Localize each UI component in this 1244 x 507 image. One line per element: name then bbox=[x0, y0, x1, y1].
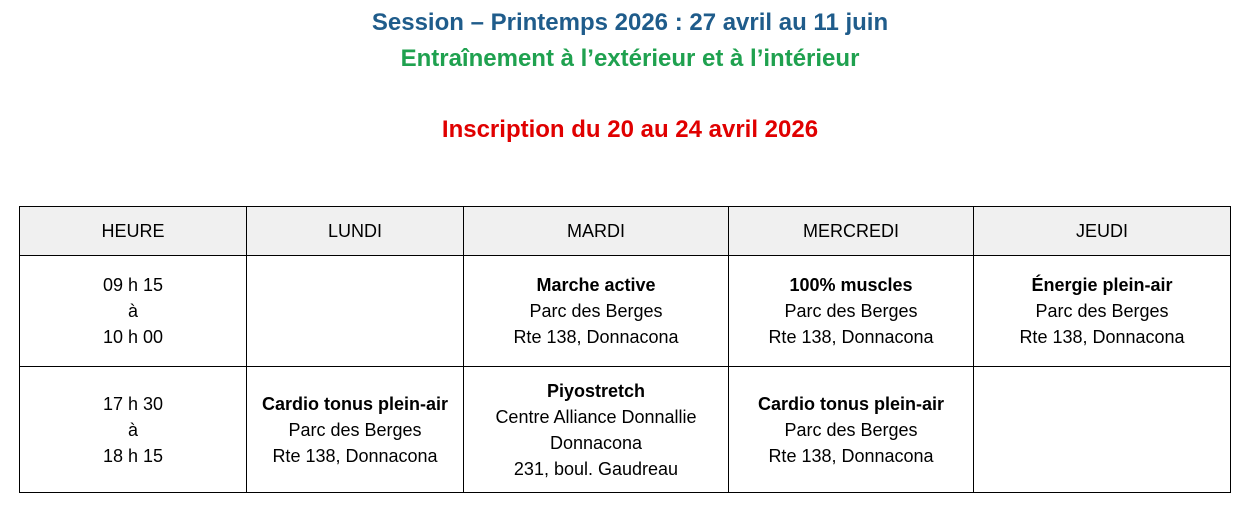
activity-name: Piyostretch bbox=[546, 380, 646, 401]
schedule-table bbox=[19, 206, 1231, 493]
activity-location: Parc des Berges bbox=[784, 419, 918, 440]
end-time: 10 h 00 bbox=[102, 327, 164, 347]
activity-name: Cardio tonus plein-air bbox=[261, 393, 448, 414]
activity-location: Parc des Berges bbox=[1035, 301, 1169, 321]
column-header-mercredi: MERCREDI bbox=[729, 207, 974, 256]
activity-name: Énergie plein-air bbox=[1031, 275, 1173, 295]
empty-cell-lundi bbox=[247, 256, 464, 367]
empty-cell-jeudi bbox=[974, 367, 1231, 493]
activity-location: Parc des Berges bbox=[529, 301, 663, 321]
start-time: 09 h 15 bbox=[102, 275, 164, 295]
column-header-mardi: MARDI bbox=[464, 207, 729, 256]
time-separator: à bbox=[127, 301, 138, 321]
activity-name: Marche active bbox=[536, 275, 656, 295]
activity-cell-mardi bbox=[464, 367, 729, 493]
activity-location: Centre Alliance Donnallie bbox=[495, 406, 697, 427]
activity-location: Parc des Berges bbox=[288, 419, 422, 440]
table-row bbox=[20, 367, 1231, 493]
column-header-jeudi: JEUDI bbox=[974, 207, 1231, 256]
start-time: 17 h 30 bbox=[102, 393, 164, 414]
activity-address: Rte 138, Donnacona bbox=[513, 327, 679, 347]
header-row bbox=[20, 207, 1231, 256]
session-subtitle: Entraînement à l’extérieur et à l’intérieur bbox=[400, 45, 860, 72]
activity-address: Rte 138, Donnacona bbox=[1019, 327, 1185, 347]
activity-location: Parc des Berges bbox=[784, 301, 918, 321]
time-separator: à bbox=[127, 419, 138, 440]
end-time: 18 h 15 bbox=[102, 445, 164, 466]
activity-cell-mercredi bbox=[729, 367, 974, 493]
activity-name: 100% muscles bbox=[789, 275, 913, 295]
registration-dates: Inscription du 20 au 24 avril 2026 bbox=[441, 116, 819, 143]
table-row bbox=[20, 256, 1231, 367]
activity-address: Rte 138, Donnacona bbox=[768, 445, 934, 466]
activity-cell-mercredi bbox=[729, 256, 974, 367]
activity-address: 231, boul. Gaudreau bbox=[513, 458, 679, 479]
activity-name: Cardio tonus plein-air bbox=[757, 393, 944, 414]
time-cell bbox=[20, 256, 247, 367]
activity-address: Rte 138, Donnacona bbox=[272, 445, 438, 466]
column-header-lundi: LUNDI bbox=[247, 207, 464, 256]
time-cell bbox=[20, 367, 247, 493]
activity-cell-jeudi bbox=[974, 256, 1231, 367]
session-title: Session – Printemps 2026 : 27 avril au 11 juin bbox=[371, 9, 889, 36]
activity-cell-lundi bbox=[247, 367, 464, 493]
activity-city: Donnacona bbox=[549, 432, 643, 453]
activity-address: Rte 138, Donnacona bbox=[768, 327, 934, 347]
column-header-heure: HEURE bbox=[20, 207, 247, 256]
activity-cell-mardi bbox=[464, 256, 729, 367]
